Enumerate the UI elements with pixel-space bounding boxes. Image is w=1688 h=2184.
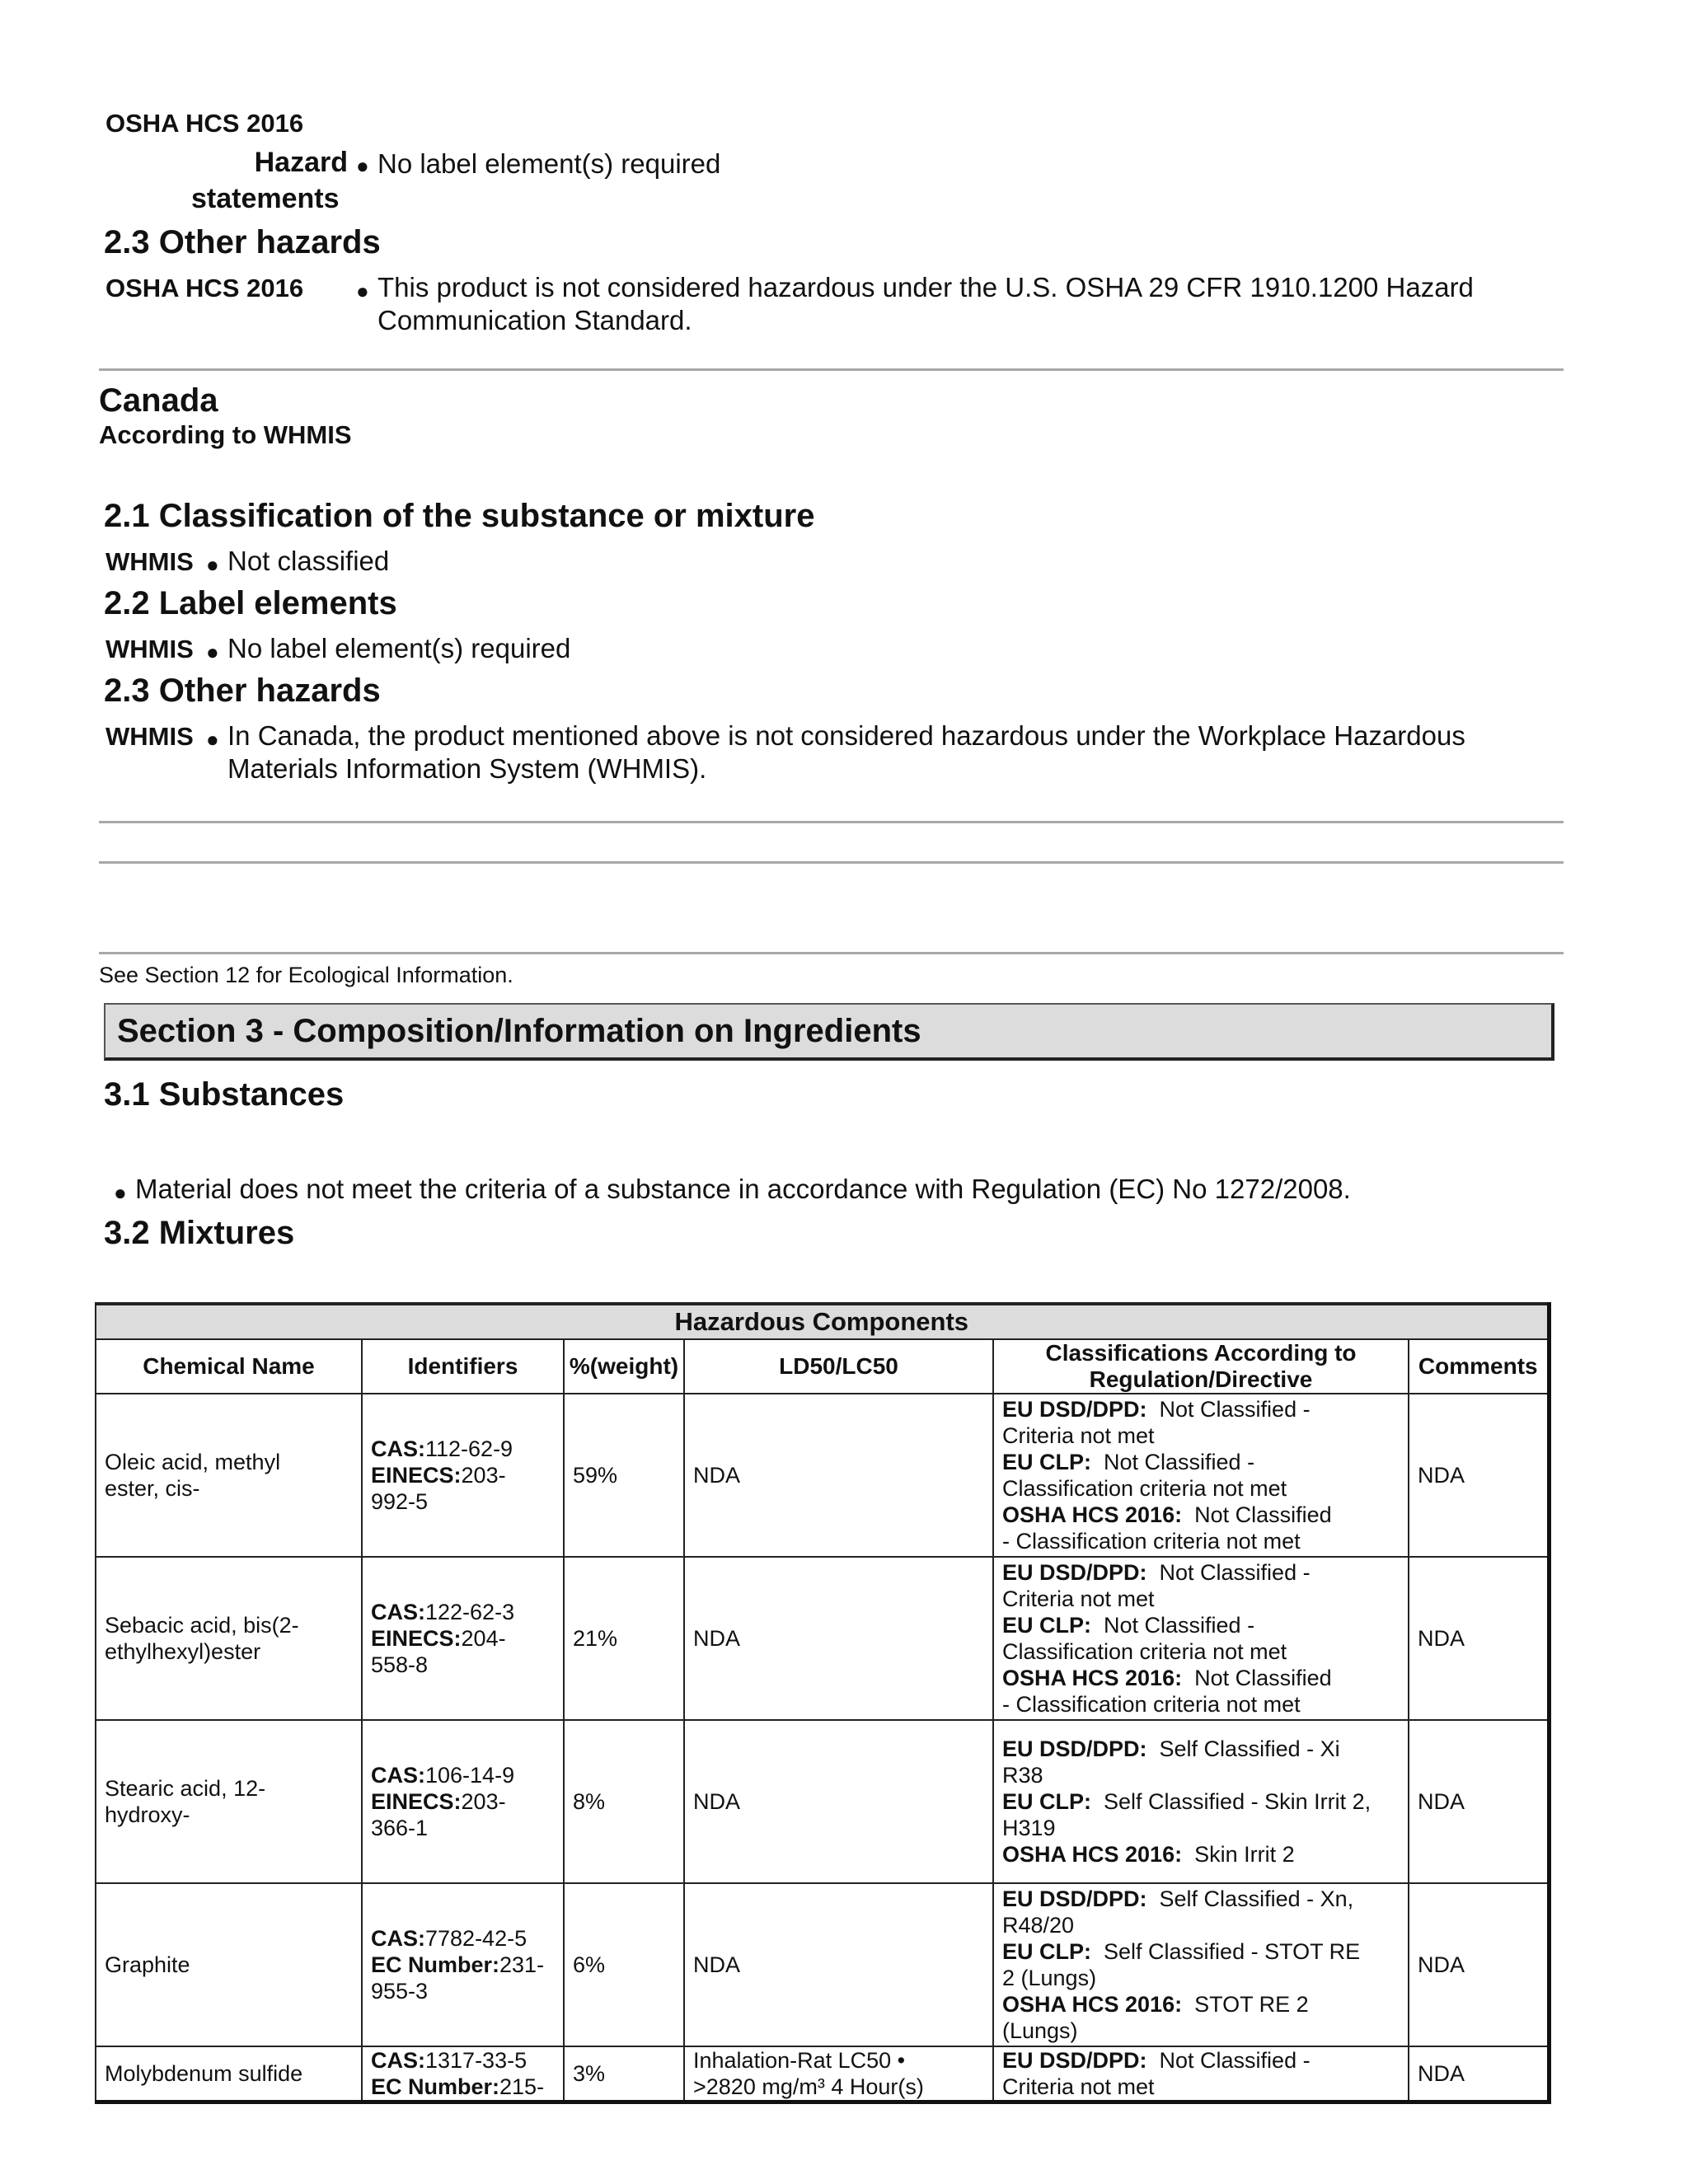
classification-value: Not Classified - Classification criteria not met: [1002, 1613, 1287, 1664]
identifier-label: CAS:: [371, 1763, 425, 1788]
classifications: [993, 1883, 1409, 2046]
mixtures-title: 3.2 Mixtures: [104, 1215, 295, 1251]
ld50-lc50: NDA: [684, 1557, 993, 1720]
divider: [99, 368, 1564, 371]
classification-key: EU DSD/DPD:: [1002, 1736, 1147, 1761]
identifiers: [362, 1394, 564, 1557]
ld50-lc50: NDA: [684, 1394, 993, 1557]
identifiers: [362, 2046, 564, 2102]
weight-percent: 21%: [564, 1557, 684, 1720]
weight-percent: 8%: [564, 1720, 684, 1883]
classification-key: OSHA HCS 2016:: [1002, 1842, 1183, 1867]
other-hazards-us-text-1: This product is not considered hazardous under the U.S. OSHA 29 CFR 1910.1200 Hazard: [377, 272, 1474, 302]
identifiers: [362, 1557, 564, 1720]
classification-key: EU CLP:: [1002, 1939, 1091, 1964]
comments: NDA: [1409, 1394, 1549, 1557]
comments: NDA: [1409, 2046, 1549, 2102]
identifier-label: EINECS:: [371, 1463, 462, 1488]
classification-key: OSHA HCS 2016:: [1002, 1992, 1183, 2017]
identifier-label: EC Number:: [371, 1952, 500, 1977]
identifier-label: CAS:: [371, 1926, 425, 1951]
classification-value: Self Classified - Xn, R48/20: [1002, 1886, 1354, 1938]
label-elements-text: No label element(s) required: [227, 633, 571, 663]
classification-key: EU CLP:: [1002, 1789, 1091, 1814]
classification-entry: [1002, 1736, 1400, 1788]
classification-value: Not Classified - Criteria not met: [1002, 1560, 1311, 1611]
classification-title: 2.1 Classification of the substance or mixture: [104, 498, 815, 534]
classification-entry: [1002, 1559, 1400, 1612]
classification-entry: [1002, 2047, 1400, 2100]
classification-entry: [1002, 1938, 1400, 1991]
column-header: Comments: [1409, 1339, 1549, 1394]
column-header: LD50/LC50: [684, 1339, 993, 1394]
section3-header: [104, 1003, 1554, 1061]
bullet-icon: ●: [356, 153, 369, 178]
classification-text: Not classified: [227, 546, 390, 576]
classification-key: OSHA HCS 2016:: [1002, 1666, 1183, 1690]
classification-entry: [1002, 1991, 1400, 2044]
identifier-value: 231- 955-3: [371, 1952, 545, 2004]
identifier-value: 203- 992-5: [371, 1463, 506, 1514]
identifier-label: CAS:: [371, 1600, 425, 1624]
comments: NDA: [1409, 1883, 1549, 2046]
chemical-name: Stearic acid, 12- hydroxy-: [96, 1720, 362, 1883]
identifier-value: 122-62-3: [425, 1600, 515, 1624]
identifier-value: 203- 366-1: [371, 1789, 506, 1840]
column-header: Identifiers: [362, 1339, 564, 1394]
identifier-label: EINECS:: [371, 1789, 462, 1814]
classifications: [993, 1394, 1409, 1557]
bullet-icon: ●: [206, 727, 219, 752]
osha-heading: OSHA HCS 2016: [106, 109, 304, 138]
hazard-label: Hazard: [254, 147, 348, 178]
hazard-statement-text: No label element(s) required: [377, 148, 721, 179]
classification-key: EU DSD/DPD:: [1002, 1886, 1147, 1911]
weight-percent: 6%: [564, 1883, 684, 2046]
other-hazards-us-title: 2.3 Other hazards: [104, 224, 381, 260]
canada-subtitle: According to WHMIS: [99, 420, 352, 449]
identifier-value: 7782-42-5: [425, 1926, 528, 1951]
identifier-value: 106-14-9: [425, 1763, 515, 1788]
classifications: [993, 2046, 1409, 2102]
eco-note: See Section 12 for Ecological Information.: [99, 963, 513, 987]
substances-title: 3.1 Substances: [104, 1076, 345, 1113]
identifiers: [362, 1883, 564, 2046]
other-hazards-us-label: OSHA HCS 2016: [106, 274, 304, 302]
identifier-label: EINECS:: [371, 1626, 462, 1651]
bullet-icon: ●: [356, 279, 369, 303]
classification-entry: [1002, 1396, 1400, 1449]
classification-key: EU CLP:: [1002, 1613, 1091, 1638]
ld50-lc50: Inhalation-Rat LC50 • >2820 mg/m³ 4 Hour(s): [684, 2046, 993, 2102]
classification-key: EU DSD/DPD:: [1002, 1397, 1147, 1422]
chemical-name: Graphite: [96, 1883, 362, 2046]
table-row: [96, 1394, 1549, 1557]
statements-label: statements: [191, 183, 340, 214]
classification-key: EU DSD/DPD:: [1002, 1560, 1147, 1585]
classification-key: OSHA HCS 2016:: [1002, 1502, 1183, 1527]
ld50-lc50: NDA: [684, 1720, 993, 1883]
section3-title: Section 3 - Composition/Information on Ingredients: [117, 1012, 921, 1049]
classification-value: Skin Irrit 2: [1194, 1842, 1295, 1867]
classification-value: Self Classified - STOT RE 2 (Lungs): [1002, 1939, 1361, 1990]
identifier-label: CAS:: [371, 1436, 425, 1461]
classification-entry: [1002, 1449, 1400, 1502]
classification-value: Not Classified - Classification criteria not met: [1002, 1502, 1332, 1554]
table-caption: Hazardous Components: [96, 1304, 1549, 1339]
canada-other-hazards-title: 2.3 Other hazards: [104, 673, 381, 709]
classification-key: EU CLP:: [1002, 1450, 1091, 1474]
comments: NDA: [1409, 1557, 1549, 1720]
identifier-value: 204- 558-8: [371, 1626, 506, 1677]
classifications: [993, 1720, 1409, 1883]
classification-value: Not Classified - Classification criteria not met: [1002, 1450, 1287, 1501]
canada-other-hazards-label: WHMIS: [106, 722, 194, 751]
bullet-icon: ●: [206, 552, 219, 577]
weight-percent: 3%: [564, 2046, 684, 2102]
classification-value: STOT RE 2 (Lungs): [1002, 1992, 1309, 2043]
classification-entry: [1002, 1841, 1400, 1868]
other-hazards-us-text-2: Communication Standard.: [377, 305, 692, 335]
substances-text: Material does not meet the criteria of a substance in accordance with Regulation (EC) No 1272/2008.: [135, 1174, 1351, 1204]
ld50-lc50: NDA: [684, 1883, 993, 2046]
classification-entry: [1002, 1665, 1400, 1718]
classification-value: Self Classified - Xi R38: [1002, 1736, 1340, 1788]
identifiers: [362, 1720, 564, 1883]
table-row: [96, 2046, 1549, 2102]
column-header: %(weight): [564, 1339, 684, 1394]
weight-percent: 59%: [564, 1394, 684, 1557]
bullet-icon: ●: [206, 640, 219, 664]
canada-other-hazards-text-1: In Canada, the product mentioned above is not considered hazardous under the Workplace Hazardous: [227, 720, 1465, 751]
table-row: [96, 1883, 1549, 2046]
classifications: [993, 1557, 1409, 1720]
classification-entry: [1002, 1612, 1400, 1665]
label-elements-label: WHMIS: [106, 635, 194, 663]
identifier-value: 215-: [499, 2074, 545, 2099]
classification-entry: [1002, 1502, 1400, 1554]
classification-key: EU DSD/DPD:: [1002, 2048, 1147, 2073]
classification-value: Not Classified - Classification criteria not met: [1002, 1666, 1332, 1717]
table-row: [96, 1557, 1549, 1720]
canada-title: Canada: [99, 382, 218, 419]
classification-label: WHMIS: [106, 547, 194, 576]
comments: NDA: [1409, 1720, 1549, 1883]
canada-other-hazards-text-2: Materials Information System (WHMIS).: [227, 753, 707, 784]
table-row: [96, 1720, 1549, 1883]
classification-value: Not Classified - Criteria not met: [1002, 1397, 1311, 1448]
column-header: Classifications According to Regulation/Directive: [993, 1339, 1409, 1394]
classification-entry: [1002, 1886, 1400, 1938]
divider: [99, 861, 1564, 864]
hazardous-components-table: [95, 1302, 1551, 2104]
identifier-value: 112-62-9: [425, 1436, 513, 1461]
divider: [99, 821, 1564, 823]
chemical-name: Oleic acid, methyl ester, cis-: [96, 1394, 362, 1557]
chemical-name: Sebacic acid, bis(2- ethylhexyl)ester: [96, 1557, 362, 1720]
classification-entry: [1002, 1788, 1400, 1841]
chemical-name: Molybdenum sulfide: [96, 2046, 362, 2102]
divider: [99, 952, 1564, 954]
identifier-label: EC Number:: [371, 2074, 500, 2099]
identifier-label: CAS:: [371, 2048, 425, 2073]
classification-value: Self Classified - Skin Irrit 2, H319: [1002, 1789, 1372, 1840]
classification-value: Not Classified - Criteria not met: [1002, 2048, 1311, 2099]
column-header: Chemical Name: [96, 1339, 362, 1394]
identifier-value: 1317-33-5: [425, 2048, 528, 2073]
label-elements-title: 2.2 Label elements: [104, 585, 397, 621]
bullet-icon: ●: [114, 1180, 127, 1205]
